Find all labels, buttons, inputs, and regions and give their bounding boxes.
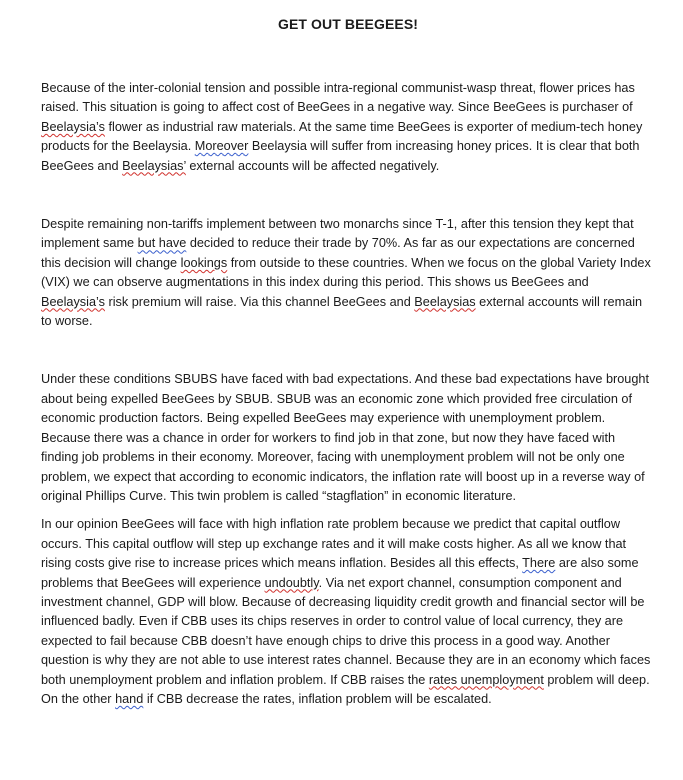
spelling-flag: undoubtly — [264, 575, 319, 590]
spelling-flag: Beelaysias — [414, 294, 476, 309]
spelling-flag: Beelaysia’s — [41, 294, 105, 309]
text-run: external accounts will be affected negatively. — [185, 158, 440, 173]
text-run: are also some problems that BeeGees will experience — [41, 556, 639, 590]
text-run: flower as industrial raw materials. At the same time BeeGees is exporter of medium-tech honey products for the Beelaysia. — [41, 119, 643, 154]
text-run: In our opinion BeeGees will face with high inflation rate problem because we predict that capital outflow occurs. This capital outflow will step up exchange rates and it will make costs higher. As all we know that rising costs give rise to increase prices which means inflation. Besides all this effects, — [41, 517, 627, 571]
grammar-flag: but have — [137, 236, 187, 251]
text-run: from outside to these countries. When we focus on the global Variety Index (VIX) we can observe augmentations in this index during this period. This shows us BeeGees and — [41, 255, 651, 290]
spelling-flag: lookings — [180, 255, 228, 270]
text-run: . Via net export channel, consumption component and investment channel, GDP will blow. Because of decreasing liquidity credit growth and financial sector will be influenced badly. Even if CBB uses its chips reserves in order to control value of local currency, they are expected to fail because CBB doesn’t have enough chips to drive this process in a good way. Another question is why they are not able to use interest rates channel. Because they are in an economy which faces both unemployment problem and inflation problem. If CBB raises the — [41, 575, 651, 687]
text-run: problem will deep. On the other — [41, 672, 650, 706]
text-run: Under these conditions SBUBS have faced with bad expectations. And these bad expectations have brought about being expelled BeeGees by SBUB. SBUB was an economic zone which provided free circulation of economic production factors. Being expelled BeeGees may experience with unemployment problem. Because there was a chance in order for workers to find job in that zone, but now they have faced with finding job problems in their economy. Moreover, facing with unemployment problem will not be only one problem, we expect that according to economic indicators, the inflation rate will boost up in a reverse way of original Phillips Curve. This twin problem is called “stagflation” in economic literature. — [41, 372, 649, 503]
grammar-flag: Moreover — [194, 139, 249, 154]
paragraph-1 — [41, 79, 655, 176]
paragraph-4 — [41, 515, 655, 709]
grammar-flag: hand — [115, 691, 144, 706]
text-run: risk premium will raise. Via this channel BeeGees and — [104, 294, 415, 309]
spelling-flag: Beelaysias’ — [122, 158, 186, 173]
text-run: decided to reduce their trade by 70%. As far as our expectations are concerned this decision will change — [41, 236, 635, 270]
text-run: Beelaysia will suffer from increasing honey prices. It is clear that both BeeGees and — [41, 139, 640, 173]
grammar-flag: There — [522, 556, 556, 571]
text-run: external accounts will remain to worse. — [41, 294, 643, 329]
text-run: Because of the inter-colonial tension and possible intra-regional communist-wasp threat, flower prices has raised. This situation is going to affect cost of BeeGees in a negative way. Since BeeGees is purchaser of — [41, 81, 635, 115]
text-run: Despite remaining non-tariffs implement between two monarchs since T-1, after this tension they kept that implement same — [41, 217, 634, 251]
spelling-flag: Beelaysia’s — [41, 119, 105, 134]
spelling-flag: rates unemployment — [428, 672, 544, 687]
paragraph-2 — [41, 215, 655, 331]
paragraph-3 — [41, 370, 655, 506]
text-run: if CBB decrease the rates, inflation problem will be escalated. — [143, 691, 492, 706]
document-title: GET OUT BEEGEES! — [277, 16, 419, 32]
